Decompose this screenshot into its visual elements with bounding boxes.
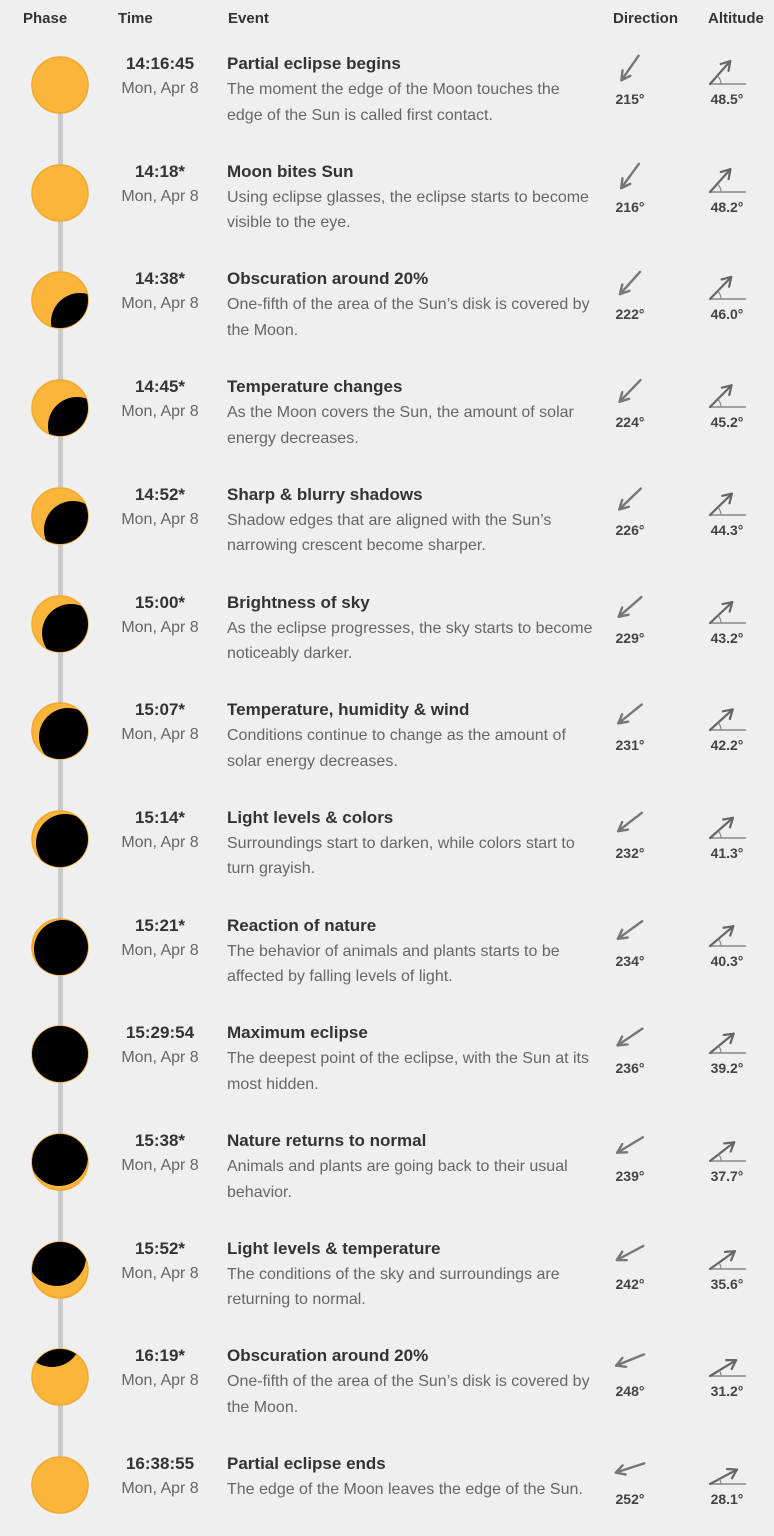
event-date: Mon, Apr 8 <box>121 80 199 97</box>
event-time <box>104 1344 216 1391</box>
direction-value: 229° <box>615 629 645 646</box>
direction-arrow-icon <box>610 1340 650 1380</box>
direction-value: 215° <box>615 91 645 107</box>
altitude-value: 48.5° <box>710 91 744 107</box>
direction-arrow-icon <box>610 1233 650 1273</box>
altitude-angle-icon <box>706 698 748 734</box>
eclipse-phase-icon <box>30 809 90 869</box>
event-description: The conditions of the sky and surroundings are returning to normal. <box>227 1265 560 1309</box>
direction-value: 242° <box>615 1275 645 1292</box>
direction-value: 224° <box>615 414 645 431</box>
event-time <box>104 1452 216 1499</box>
direction-value: 231° <box>615 737 645 754</box>
event-description: As the Moon covers the Sun, the amount of solar energy decreases. <box>227 404 574 447</box>
event-clock-time: 15:52* <box>134 1238 186 1258</box>
altitude-cell <box>704 1237 750 1292</box>
direction-cell <box>608 1125 652 1184</box>
altitude-angle-icon <box>706 52 748 88</box>
altitude-angle-icon <box>706 267 748 303</box>
eclipse-phase-icon <box>30 1455 90 1515</box>
event-description: The edge of the Moon leaves the edge of the Sun. <box>227 1481 583 1499</box>
altitude-value: 28.1° <box>710 1491 744 1508</box>
direction-cell <box>608 48 652 107</box>
altitude-cell <box>704 698 750 753</box>
event-title: Sharp & blurry shadows <box>227 484 423 504</box>
event-description: One-fifth of the area of the Sun’s disk is covered by the Moon. <box>227 296 590 339</box>
event-title: Obscuration around 20% <box>227 269 429 289</box>
event-title: Moon bites Sun <box>227 161 354 181</box>
event-title: Reaction of nature <box>227 915 377 935</box>
event-description: The deepest point of the eclipse, with the Sun at its most hidden. <box>227 1050 589 1093</box>
altitude-angle-icon <box>706 1021 748 1057</box>
event-date: Mon, Apr 8 <box>121 618 199 636</box>
eclipse-phase-icon <box>30 378 90 438</box>
column-header-phase: Phase <box>23 10 68 27</box>
altitude-angle-icon <box>706 1344 748 1380</box>
altitude-angle-icon <box>706 591 748 627</box>
event-clock-time: 16:38:55 <box>125 1454 195 1474</box>
eclipse-phase-icon <box>30 270 90 330</box>
event-time <box>104 267 216 314</box>
direction-cell <box>608 587 652 646</box>
direction-arrow-icon <box>610 479 650 519</box>
event-info <box>227 1452 597 1503</box>
event-time <box>104 1129 216 1176</box>
eclipse-phase-icon <box>30 163 90 223</box>
altitude-cell <box>704 1344 750 1399</box>
direction-cell <box>608 371 652 430</box>
direction-arrow-icon <box>610 694 650 734</box>
eclipse-phase-icon <box>30 1347 90 1407</box>
direction-cell <box>608 479 652 538</box>
altitude-cell <box>704 1129 750 1184</box>
altitude-value: 37.7° <box>710 1168 744 1184</box>
altitude-value: 39.2° <box>710 1060 744 1077</box>
altitude-angle-icon <box>706 914 748 950</box>
eclipse-phase-icon <box>30 701 90 761</box>
altitude-value: 45.2° <box>710 414 744 431</box>
direction-arrow-icon <box>610 1448 650 1488</box>
column-header-direction: Direction <box>613 10 679 27</box>
event-clock-time: 16:19* <box>134 1346 186 1366</box>
eclipse-event-row <box>0 541 774 662</box>
direction-value: 234° <box>615 952 645 969</box>
direction-cell <box>608 1340 652 1399</box>
event-title: Partial eclipse begins <box>227 54 401 73</box>
event-date: Mon, Apr 8 <box>121 295 199 313</box>
altitude-angle-icon <box>706 375 748 411</box>
event-date: Mon, Apr 8 <box>121 187 199 205</box>
event-title: Obscuration around 20% <box>227 1346 429 1366</box>
direction-cell <box>608 910 652 969</box>
eclipse-event-row <box>0 864 774 986</box>
event-date: Mon, Apr 8 <box>121 941 199 959</box>
event-time <box>104 806 216 853</box>
event-title: Light levels & colors <box>227 807 394 827</box>
eclipse-event-row <box>0 217 774 339</box>
event-clock-time: 14:52* <box>134 484 186 504</box>
direction-arrow-icon <box>610 1017 650 1057</box>
altitude-cell <box>704 914 750 969</box>
altitude-angle-icon <box>706 806 748 842</box>
eclipse-event-row <box>0 1402 774 1509</box>
direction-value: 236° <box>615 1060 645 1077</box>
eclipse-phase-icon <box>30 917 90 977</box>
event-time <box>104 591 216 638</box>
eclipse-phase-icon <box>30 486 90 546</box>
direction-value: 232° <box>615 844 645 861</box>
altitude-cell <box>704 375 750 430</box>
eclipse-event-row <box>0 756 774 878</box>
altitude-value: 35.6° <box>710 1275 744 1292</box>
altitude-value: 42.2° <box>710 737 744 754</box>
event-time <box>104 1237 216 1284</box>
event-date: Mon, Apr 8 <box>121 1157 199 1174</box>
eclipse-phase-icon <box>30 594 90 654</box>
direction-value: 226° <box>615 521 645 538</box>
altitude-cell <box>704 1021 750 1076</box>
direction-arrow-icon <box>610 910 650 950</box>
event-title: Temperature, humidity & wind <box>227 700 470 720</box>
column-header-event: Event <box>228 10 269 27</box>
eclipse-event-row <box>0 110 774 232</box>
direction-cell <box>608 802 652 861</box>
event-clock-time: 15:14* <box>134 807 186 827</box>
eclipse-event-row <box>0 1079 774 1201</box>
direction-arrow-icon <box>610 371 650 411</box>
event-description: Using eclipse glasses, the eclipse starts to become visible to the eye. <box>227 188 589 232</box>
event-description: As the eclipse progresses, the sky starts to become noticeably darker. <box>227 619 593 662</box>
event-time <box>104 52 216 99</box>
direction-arrow-icon <box>610 48 650 88</box>
eclipse-phase-icon <box>30 1240 90 1300</box>
altitude-value: 48.2° <box>710 198 744 215</box>
direction-value: 216° <box>615 198 645 215</box>
eclipse-event-row <box>0 2 774 124</box>
direction-value: 252° <box>615 1491 645 1508</box>
direction-arrow-icon <box>610 587 650 627</box>
event-time <box>104 483 216 530</box>
eclipse-event-row <box>0 971 774 1093</box>
eclipse-phase-icon <box>30 1024 90 1084</box>
event-date: Mon, Apr 8 <box>121 1480 199 1498</box>
event-title: Temperature changes <box>227 377 403 397</box>
altitude-value: 31.2° <box>710 1383 744 1400</box>
direction-cell <box>608 1233 652 1292</box>
altitude-value: 43.2° <box>710 629 744 646</box>
event-clock-time: 15:29:54 <box>125 1023 195 1043</box>
direction-cell <box>608 263 652 322</box>
event-description: The moment the edge of the Moon touches the edge of the Sun is called first contact. <box>227 81 560 124</box>
eclipse-event-row <box>0 1294 774 1416</box>
column-header-time: Time <box>118 10 153 27</box>
altitude-value: 46.0° <box>710 306 744 323</box>
event-date: Mon, Apr 8 <box>121 1264 199 1282</box>
event-title: Light levels & temperature <box>227 1238 441 1258</box>
event-date: Mon, Apr 8 <box>121 1372 199 1390</box>
event-clock-time: 14:38* <box>134 269 186 289</box>
event-title: Maximum eclipse <box>227 1023 368 1043</box>
direction-arrow-icon <box>610 1125 650 1165</box>
event-description: Conditions continue to change as the amount of solar energy decreases. <box>227 727 566 770</box>
eclipse-phase-icon <box>30 55 90 115</box>
altitude-cell <box>704 267 750 322</box>
event-description: Animals and plants are going back to their usual behavior. <box>227 1158 568 1201</box>
direction-cell <box>608 1448 652 1507</box>
direction-value: 248° <box>615 1383 645 1400</box>
event-description: One-fifth of the area of the Sun’s disk is covered by the Moon. <box>227 1373 590 1416</box>
event-date: Mon, Apr 8 <box>121 510 199 528</box>
altitude-angle-icon <box>706 1452 748 1488</box>
altitude-cell <box>704 160 750 215</box>
direction-arrow-icon <box>610 802 650 842</box>
event-title: Brightness of sky <box>227 592 370 612</box>
direction-arrow-icon <box>610 263 650 303</box>
event-time <box>104 1021 216 1068</box>
altitude-angle-icon <box>706 1237 748 1273</box>
altitude-value: 44.3° <box>710 521 744 538</box>
altitude-cell <box>704 1452 750 1507</box>
column-header-altitude: Altitude <box>708 10 764 27</box>
event-clock-time: 14:18* <box>134 161 186 181</box>
eclipse-event-row <box>0 1187 774 1309</box>
direction-value: 222° <box>615 306 645 323</box>
altitude-value: 40.3° <box>710 952 744 969</box>
event-clock-time: 15:38* <box>134 1131 186 1150</box>
altitude-angle-icon <box>706 160 748 196</box>
eclipse-event-row <box>0 433 774 555</box>
event-clock-time: 15:21* <box>134 915 186 935</box>
direction-cell <box>608 694 652 753</box>
event-description: Surroundings start to darken, while colors start to turn grayish. <box>227 834 575 878</box>
eclipse-phase-icon <box>30 1132 90 1192</box>
direction-arrow-icon <box>610 156 650 196</box>
event-description: The behavior of animals and plants starts to be affected by falling levels of light. <box>227 942 560 986</box>
eclipse-event-row <box>0 648 774 770</box>
event-date: Mon, Apr 8 <box>121 726 199 744</box>
direction-value: 239° <box>615 1168 645 1184</box>
event-title: Nature returns to normal <box>227 1131 427 1150</box>
event-time <box>104 698 216 745</box>
event-clock-time: 14:45* <box>134 377 186 397</box>
altitude-cell <box>704 806 750 861</box>
event-date: Mon, Apr 8 <box>121 1049 199 1067</box>
altitude-angle-icon <box>706 1129 748 1165</box>
direction-cell <box>608 1017 652 1076</box>
event-clock-time: 15:00* <box>134 592 186 612</box>
eclipse-event-row <box>0 325 774 447</box>
event-time <box>104 160 216 207</box>
event-clock-time: 14:16:45 <box>125 54 195 73</box>
event-time <box>104 375 216 422</box>
altitude-cell <box>704 483 750 538</box>
direction-cell <box>608 156 652 215</box>
altitude-cell <box>704 591 750 646</box>
event-date: Mon, Apr 8 <box>121 833 199 851</box>
altitude-angle-icon <box>706 483 748 519</box>
event-time <box>104 914 216 961</box>
event-title: Partial eclipse ends <box>227 1454 386 1474</box>
altitude-cell <box>704 52 750 107</box>
altitude-value: 41.3° <box>710 844 744 861</box>
event-date: Mon, Apr 8 <box>121 403 199 421</box>
event-clock-time: 15:07* <box>134 700 186 720</box>
event-description: Shadow edges that are aligned with the Sun’s narrowing crescent become sharper. <box>227 511 552 555</box>
